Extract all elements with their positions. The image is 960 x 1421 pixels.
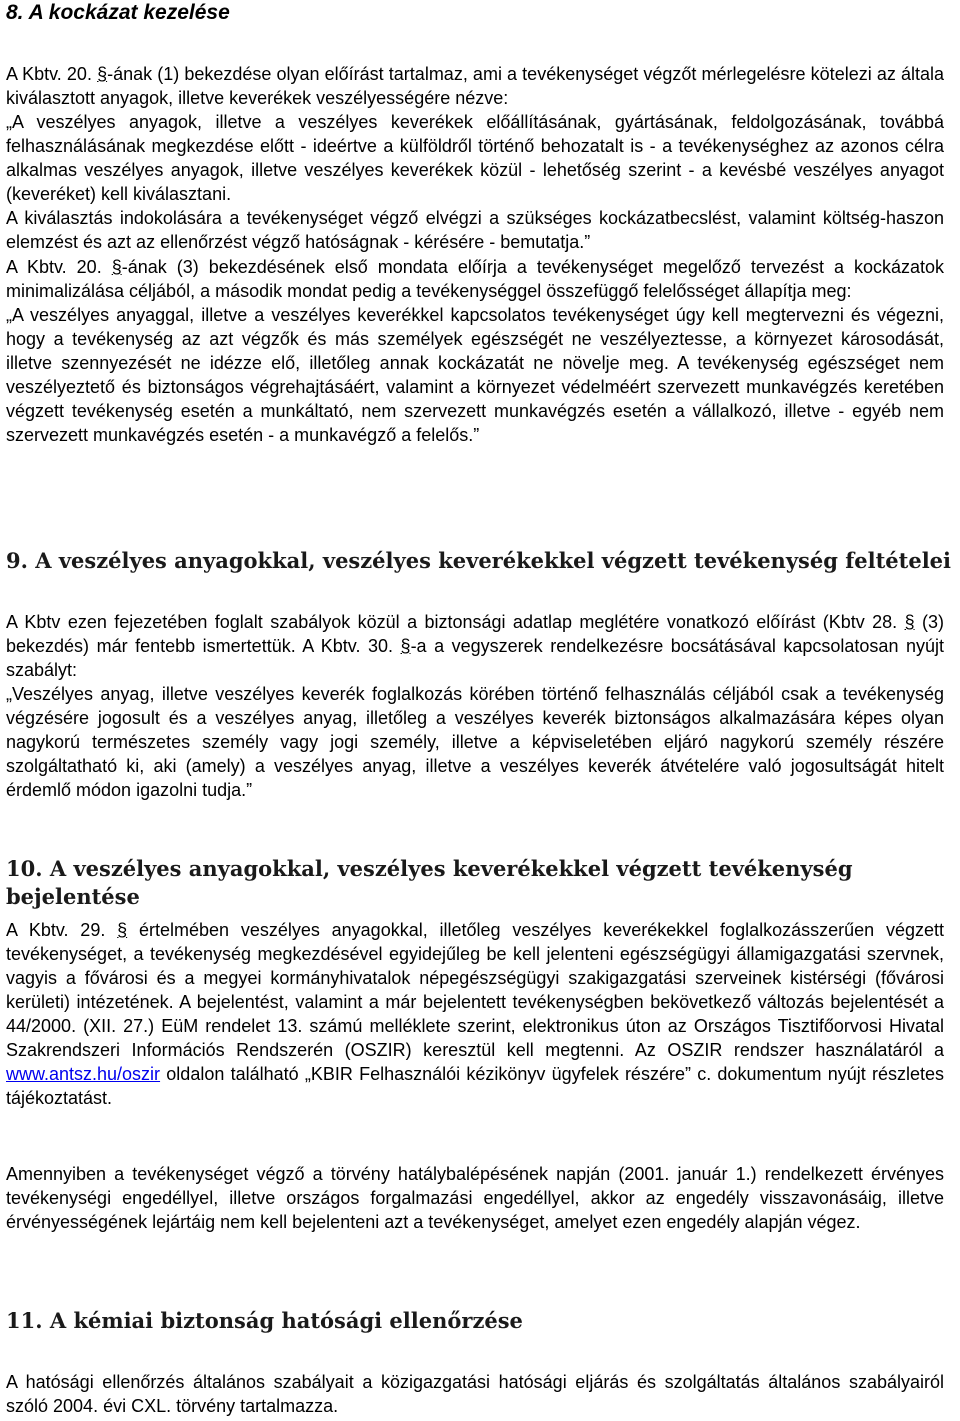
section-9-title: 9. A veszélyes anyagokkal, veszélyes keverékekkel végzett tevékenység feltételei bbox=[6, 548, 952, 573]
section-10-paragraph-1 bbox=[6, 918, 944, 1110]
section-10-title: 10. A veszélyes anyagokkal, veszélyes keverékekkel végzett tevékenység bejelentése bbox=[6, 856, 853, 909]
oszir-link[interactable]: www.antsz.hu/oszir bbox=[6, 1064, 161, 1084]
paragraph-sign: § bbox=[117, 920, 128, 940]
section-8-title: 8. A kockázat kezelése bbox=[6, 1, 230, 24]
paragraph-sign: § bbox=[97, 64, 108, 84]
s8-p2-text-b: -ának (3) bekezdésének első mondata előírja a tevékenységet megelőző tervezést a kockázatok minimalizálása céljából, a második mondat pedig a tevékenységgel összefüggő felelősséget állapítja meg: bbox=[6, 257, 944, 301]
s8-p1-text-b: -ának (1) bekezdése olyan előírást tartalmaz, ami a tevékenységet végzőt mérlegelésre kötelezi az általa kiválasztott anyagok, illetve keverékek veszélyességére nézve: bbox=[6, 64, 944, 108]
s9-p1-text-b: (3) bekezdés) már fentebb ismertettük. A Kbtv. 30. bbox=[6, 612, 944, 656]
section-11-title: 11. A kémiai biztonság hatósági ellenőrzése bbox=[6, 1308, 523, 1333]
s8-p1-quote: „A veszélyes anyagok, illetve a veszélyes keverékek előállításának, gyártásának, feldolgozásának, továbbá felhasználásának megkezdése előtt - ideértve a külföldről történő behozatalt is - a tevékenységhez az azonos célra alkalmas veszélyes anyagok, illetve veszélyes keverékek közül - lehetőség szerint - a kevésbé veszélyes anyagot (keveréket) kell kiválasztani. bbox=[6, 112, 944, 204]
section-8-paragraph-1-tail bbox=[6, 206, 944, 254]
s9-p1-text-c: -a a vegyszerek rendelkezésre bocsátásával kapcsolatosan nyújt szabályt: bbox=[6, 636, 944, 680]
paragraph-sign: § bbox=[400, 636, 411, 656]
s10-p1-text-b: értelmében veszélyes anyagokkal, illetőleg veszélyes keverékekkel foglalkozásszerűen végzett tevékenységet, a tevékenység megkezdésével egyidejűleg be kell jelenteni egészségügyi államigazgatási szervnek, vagyis a fővárosi és a megyei kormányhivatalok népegészségügyi szakigazgatási szerveinek kistérségi (fővárosi kerületi) intézetének. A bejelentést, valamint a már bejelentett tevékenységben bekövetkező változás bejelentését a 44/2000. (XII. 27.) EüM rendelet 13. számú melléklete szerint, elektronikus úton az Országos Tisztifőorvosi Hivatal Szakrendszeri Információs Rendszerén (OSZIR) keresztül kell megtenni. Az OSZIR rendszer használatáról a bbox=[6, 920, 944, 1060]
section-8-paragraph-2 bbox=[6, 255, 944, 447]
section-8-paragraph-1 bbox=[6, 62, 944, 206]
paragraph-sign: § bbox=[904, 612, 915, 632]
section-10-paragraph-2: Amennyiben a tevékenységet végző a törvény hatálybalépésének napján (2001. január 1.) rendelkezett érvényes tevékenységi engedéllyel, illetve országos forgalmazási engedéllyel, akkor az engedély visszavonásáig, illetve érvényességének lejártáig nem kell bejelenteni azt a tevékenységet, amelyet ezen engedély alapján végez. bbox=[6, 1164, 944, 1232]
section-9-paragraph-1 bbox=[6, 610, 944, 802]
s8-p1-text-c: A kiválasztás indokolására a tevékenységet végző elvégzi a szükséges kockázatbecslést, valamint költség-haszon elemzést és azt az ellenőrzést végző hatóságnak - kérésére - bemutatja.” bbox=[6, 208, 944, 252]
section-11-paragraph-1: A hatósági ellenőrzés általános szabályait a közigazgatási hatósági eljárás és szolgáltatás általános szabályairól szóló 2004. évi CXL. törvény tartalmazza. bbox=[6, 1372, 944, 1416]
s9-p1-quote: „Veszélyes anyag, illetve veszélyes keverék foglalkozás körében történő felhasználás céljából csak a tevékenység végzésére jogosult és a veszélyes anyag, illetőleg a veszélyes keverék biztonságos alkalmazására képes olyan nagykorú természetes személy vagy jogi személy, illetve a képviseletében eljáró nagykorú személy részére szolgáltatható ki, aki (amely) a veszélyes anyag, illetve a veszélyes keverék átvételére való jogosultságát hitelt érdemlő módon igazolni tudja.” bbox=[6, 684, 944, 800]
s8-p2-quote: „A veszélyes anyaggal, illetve a veszélyes keverékkel kapcsolatos tevékenységet úgy kell megtervezni és végezni, hogy a tevékenység az azt végzők és más személyek egészségét ne veszélyeztesse, a környezet károsodását, illetve szennyezését ne idézze elő, illetőleg annak kockázatát ne növelje meg. A tevékenység egészséget nem veszélyeztető és biztonságos végrehajtásáért, valamint a környezet védelméért szervezett munkavégzés keretében végzett tevékenység esetén a munkáltató, nem szervezett munkavégzés esetén a vállalkozó, illetve - egyéb nem szervezett munkavégzés esetén - a munkavégző a felelős.” bbox=[6, 305, 944, 445]
s9-p1-text-a: A Kbtv ezen fejezetében foglalt szabályok közül a biztonsági adatlap meglétére vonatkozó előírást (Kbtv 28. bbox=[6, 612, 905, 632]
paragraph-sign: § bbox=[111, 257, 122, 277]
s8-p2-text-a: A Kbtv. 20. bbox=[6, 257, 112, 277]
s10-p1-text-a: A Kbtv. 29. bbox=[6, 920, 118, 940]
s8-p1-text-a: A Kbtv. 20. bbox=[6, 64, 98, 84]
s10-p1-text-c: oldalon található „KBIR Felhasználói kézikönyv ügyfelek részére” c. dokumentum nyújt részletes tájékoztatást. bbox=[6, 1064, 944, 1108]
